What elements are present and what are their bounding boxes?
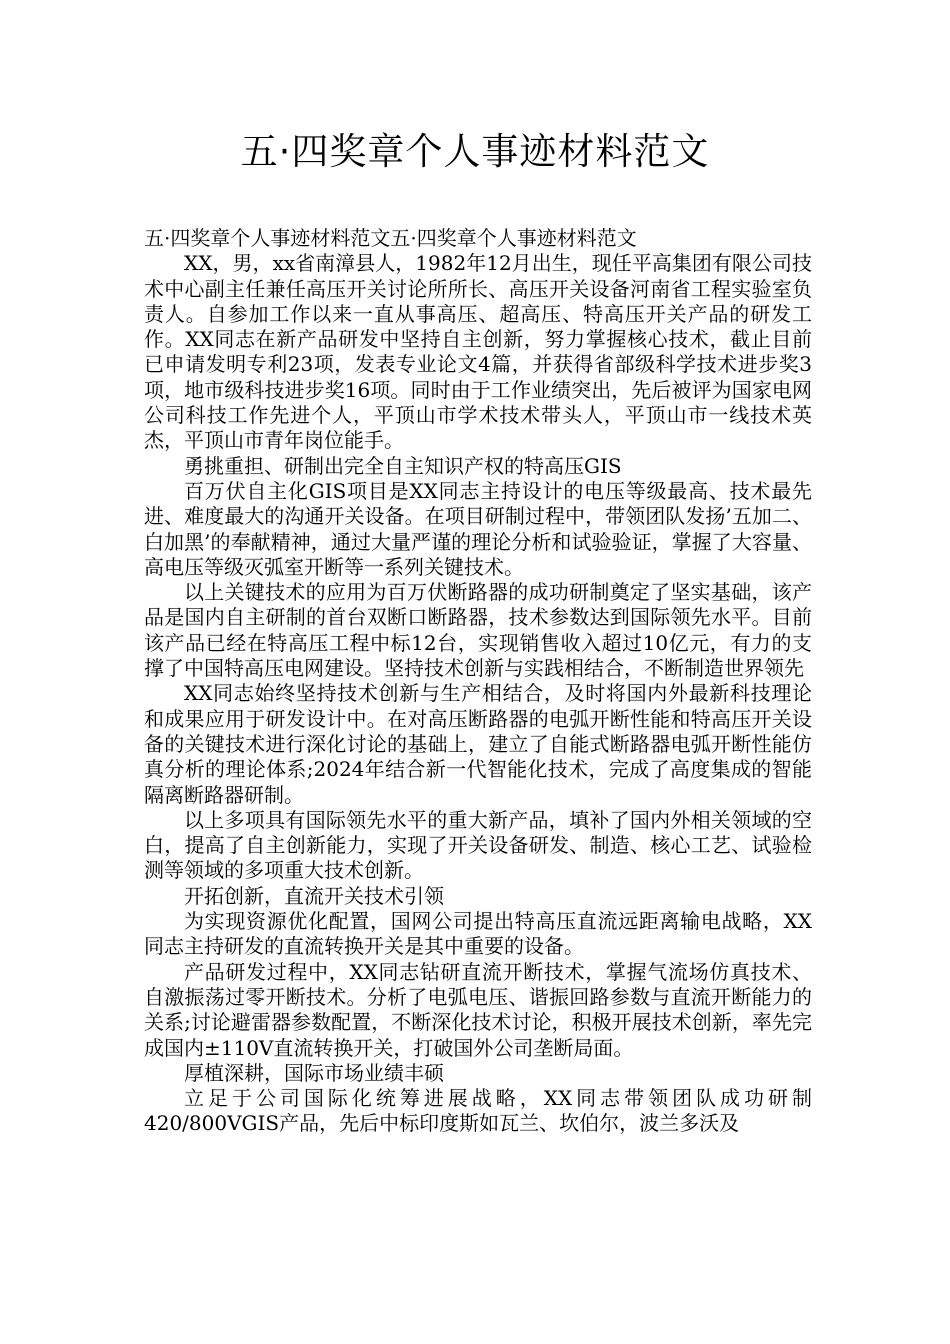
section-heading: 厚植深耕，国际市场业绩丰硕	[184, 1060, 444, 1085]
paragraph: XX同志始终坚持技术创新与生产相结合，及时将国内外最新科技理论和成果应用于研发设计中。在对高压断路器的电弧开断性能和特高压开关设备的关键技术进行深化讨论的基础上，建立了自能式断路器电弧开断性能仿真分析的理论体系;2024年结合新一代智能化技术，完成了高度集成的智能隔离断路器研制。	[144, 681, 812, 807]
paragraph: 以上关键技术的应用为百万伏断路器的成功研制奠定了坚实基础，该产品是国内自主研制的首台双断口断路器，技术参数达到国际领先水平。目前该产品已经在特高压工程中标12台，实现销售收入超过10亿元，有力的支撑了中国特高压电网建设。坚持技术创新与实践相结合，不断制造世界领先	[144, 580, 812, 681]
paragraph: 立足于公司国际化统筹进展战略，XX同志带领团队成功研制420/800VGIS产品，先后中标印度斯如瓦兰、坎伯尔，波兰多沃及	[144, 1086, 812, 1136]
document-body	[144, 226, 812, 1137]
paragraph: 为实现资源优化配置，国网公司提出特高压直流远距离输电战略，XX同志主持研发的直流转换开关是其中重要的设备。	[144, 909, 812, 959]
paragraph: 产品研发过程中，XX同志钻研直流开断技术，掌握气流场仿真技术、自激振荡过零开断技术。分析了电弧电压、谐振回路参数与直流开断能力的关系;讨论避雷器参数配置，不断深化技术讨论，积极开展技术创新，率先完成国内±110V直流转换开关，打破国外公司垄断局面。	[144, 959, 812, 1060]
paragraph: 五·四奖章个人事迹材料范文五·四奖章个人事迹材料范文	[144, 226, 637, 250]
paragraph: 以上多项具有国际领先水平的重大新产品，填补了国内外相关领域的空白，提高了自主创新能力，实现了开关设备研发、制造、核心工艺、试验检测等领域的多项重大技术创新。	[144, 807, 812, 883]
section-heading: 勇挑重担、研制出完全自主知识产权的特高压GIS	[184, 453, 622, 478]
document-title: 五·四奖章个人事迹材料范文	[240, 130, 710, 173]
section-heading: 开拓创新，直流开关技术引领	[184, 883, 444, 908]
paragraph: XX，男，xx省南漳县人，1982年12月出生，现任平高集团有限公司技术中心副主任兼任高压开关讨论所所长、高压开关设备河南省工程实验室负责人。自参加工作以来一直从事高压、超高压、特高压开关产品的研发工作。XX同志在新产品研发中坚持自主创新，努力掌握核心技术，截止目前已申请发明专利23项，发表专业论文4篇，并获得省部级科学技术进步奖3项，地市级科技进步奖16项。同时由于工作业绩突出，先后被评为国家电网公司科技工作先进个人，平顶山市学术技术带头人，平顶山市一线技术英杰，平顶山市青年岗位能手。	[144, 251, 812, 453]
paragraph: 百万伏自主化GIS项目是XX同志主持设计的电压等级最高、技术最先进、难度最大的沟通开关设备。在项目研制过程中，带领团队发扬’五加二、白加黑’的奉献精神，通过大量严谨的理论分析和试验验证，掌握了大容量、高电压等级灭弧室开断等一系列关键技术。	[144, 478, 812, 579]
